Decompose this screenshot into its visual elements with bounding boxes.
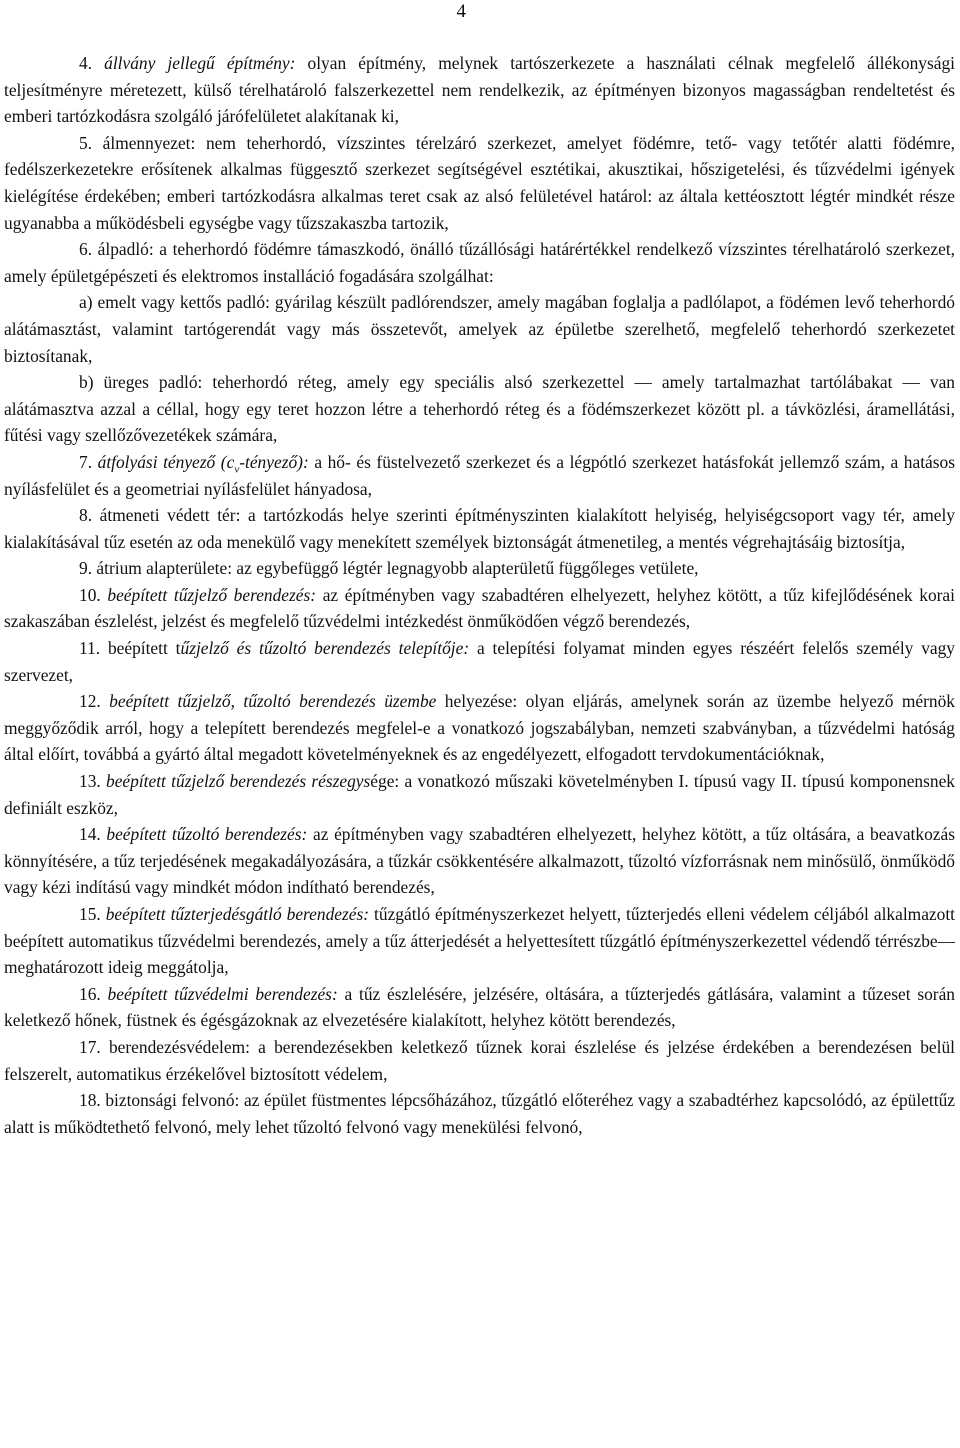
definition-text: helyezése: olyan eljárás, amelynek során az üzembe helyező mérnök meggyőződik arról, hogy a telepített berendezés megfelel-e a vonatkozó jogszabályban, nemzeti szabványban, a tűzvédelmi hatóság által előírt, továbbá a gyártó által megadott követelményeknek és az engedélyezett, elfogadott tervdokumentációknak, — [4, 691, 955, 765]
definition-text: átrium alapterülete: az egybefüggő légtér legnagyobb alapterületű függőleges vetülete, — [96, 558, 699, 579]
item-number: 6. — [79, 239, 98, 260]
definition-item — [4, 981, 955, 1034]
definition-text: álpadló: a teherhordó födémre támaszkodó, önálló tűzállósági határértékkel rendelkező vízszintes térelhatároló szerkezet, amely épületgépészeti és elektromos installáció fogadására szolgálhat: — [4, 239, 956, 286]
definition-item — [4, 1087, 955, 1140]
definition-text: tűzgátló építményszerkezet helyett, tűzterjedés elleni védelem céljából alkalmazott beépített automatikus tűzvédelmi berendezés, amely a tűz átterjedését a helyettesített tűzgátló építményszerkezettel védendő térrészbe—meghatározott ideig meggátolja, — [4, 904, 955, 978]
definition-text: biztonsági felvonó: az épület füstmentes lépcsőházához, tűzgátló előteréhez vagy a szabadtérhez kapcsolódó, az épülettűz alatt is működtethető felvonó, mely lehet tűzoltó felvonó vagy menekülési felvonó, — [4, 1090, 956, 1137]
defined-term: v — [234, 463, 240, 476]
definition-text: átmeneti védett tér: a tartózkodás helye szerinti építményszinten kialakított helyiség, helyiségcsoport vagy tér, amely kialakításával tűz esetén az oda menekülő vagy menekített személyek biztonságát átmenetileg, a mentés végrehajtásáig biztosítja, — [4, 505, 956, 552]
definition-item — [4, 555, 955, 582]
item-number: 9. — [79, 558, 97, 579]
defined-term: állvány jellegű építmény: — [104, 53, 296, 73]
defined-term: beépített tűzjelző, tűzoltó berendezés üzembe — [109, 691, 437, 712]
item-number: 11. — [79, 638, 108, 659]
defined-term: beépített tűzvédelmi berendezés: — [107, 983, 338, 1004]
defined-term: beépített tűzjelző berendezés részegys — [106, 771, 371, 792]
definition-item — [4, 1034, 955, 1087]
defined-term: átfolyási tényező (c — [97, 451, 235, 472]
item-number: 13. — [79, 771, 106, 792]
definition-item — [4, 369, 955, 449]
definition-item — [4, 236, 955, 289]
item-number: 17. — [79, 1036, 109, 1057]
definition-text: beépített t — [107, 638, 181, 659]
item-number: 8. — [79, 505, 100, 526]
definitions-list — [4, 50, 955, 1140]
definition-text: olyan építmény, melynek tartószerkezete a használati célnak megfelelő állékonysági teljesítményre méretezett, külső térelhatároló falszerkezettel nem rendelkezik, az építményen bizonyos magasságban rendeltetést és emberi tartózkodásra szolgáló járófelületet alakítanak ki, — [4, 53, 955, 127]
definition-text: az építményben vagy szabadtéren elhelyezett, helyhez kötött, a tűz oltására, a beavatkozás könnyítésére, a tűz terjedésének megakadályozására, a tűzkár csökkentésére alkalmazott, tűzoltó vízforrásnak nem minősülő, önműködő vagy kézi indítású vagy mindkét módon indítható berendezés, — [4, 824, 955, 898]
defined-term: -tényező): — [239, 451, 309, 472]
definition-text: a hő- és füstelvezető szerkezet és a légpótló szerkezet hatásfokát jellemző szám, a hatásos nyílásfelület és a geometriai nyílásfelület hányadosa, — [4, 451, 956, 499]
definition-text: berendezésvédelem: a berendezésekben keletkező tűznek korai észlelése és jelzése érdekében a berendezésen belül felszerelt, automatikus érzékelővel biztosított védelem, — [4, 1036, 955, 1084]
definition-text: a tűz észlelésére, jelzésére, oltására, a tűzterjedés gátlására, valamint a tűzeset során keletkező hőnek, füstnek és égésgázoknak az elvezetésére kialakított, helyhez kötött berendezés, — [4, 983, 955, 1031]
definition-text: álmennyezet: nem teherhordó, vízszintes térelzáró szerkezet, amelyet födémre, tető- vagy tetőtér alatti födémre, fedélszerkezetekre erősítenek alkalmas függesztő szerkezet segítségével esztétikai, akusztikai, hőszigetelési, és tűzvédelmi igények kielégítése érdekében; emberi tartózkodásra alkalmas teret csak az alsó felületével határol: az általa kettéosztott légtér mindkét része ugyanabba a működésbeli egységbe vagy tűzszakaszba tartozik, — [4, 132, 955, 233]
definition-item — [4, 50, 955, 130]
defined-term: űzjelző és tűzoltó berendezés telepítője: — [180, 638, 470, 659]
item-number: 16. — [79, 983, 108, 1004]
definition-item — [4, 901, 955, 981]
definition-item — [4, 635, 955, 688]
definition-text: a) emelt vagy kettős padló: gyárilag készült padlórendszer, amely magában foglalja a padlólapot, a födémen levő teherhordó alátámasztást, valamint tartógerendát vagy más összetevőt, amelyek az épületbe szerelhető, megfelelő teherhordó szerkezetet biztosítanak, — [4, 292, 955, 366]
item-number: 10. — [79, 584, 108, 605]
definition-text: b) üreges padló: teherhordó réteg, amely egy speciális alsó szerkezettel — amely tartalmazhat tartólábakat — van alátámasztva azzal a céllal, hogy egy teret hozzon létre a teherhordó réteg és a födémszerkezet között pl. a távközlési, áramellátási, fűtési vagy szellőzővezetékek számára, — [4, 372, 955, 446]
definition-item — [4, 688, 955, 768]
item-number: 5. — [79, 132, 103, 153]
definition-text: az építményben vagy szabadtéren elhelyezett, helyhez kötött, a tűz kifejlődésének korai szakaszában észlelést, jelzést és megfelelő tűzvédelmi intézkedést önműködően végző berendezés, — [4, 584, 955, 632]
definition-item — [4, 449, 955, 502]
definition-item — [4, 502, 955, 555]
page-number: 4 — [456, 1, 466, 22]
definition-text: a telepítési folyamat minden egyes részéért felelős személy vagy szervezet, — [4, 638, 955, 685]
item-number: 7. — [79, 451, 98, 472]
item-number: 12. — [79, 691, 110, 712]
definition-item — [4, 582, 955, 635]
definition-item — [4, 289, 955, 369]
item-number: 14. — [79, 824, 107, 845]
definition-item — [4, 821, 955, 901]
item-number: 15. — [79, 904, 106, 924]
item-number: 18. — [79, 1090, 106, 1111]
defined-term: beépített tűzterjedésgátló berendezés: — [105, 904, 370, 924]
definition-text: ége: a vonatkozó műszaki követelményben I. típusú vagy II. típusú komponensnek definiált eszköz, — [4, 771, 955, 818]
defined-term: beépített tűzjelző berendezés: — [107, 584, 317, 605]
definition-item — [4, 130, 955, 236]
definition-item — [4, 768, 955, 821]
item-number: 4. — [79, 53, 105, 73]
defined-term: beépített tűzoltó berendezés: — [106, 824, 308, 845]
